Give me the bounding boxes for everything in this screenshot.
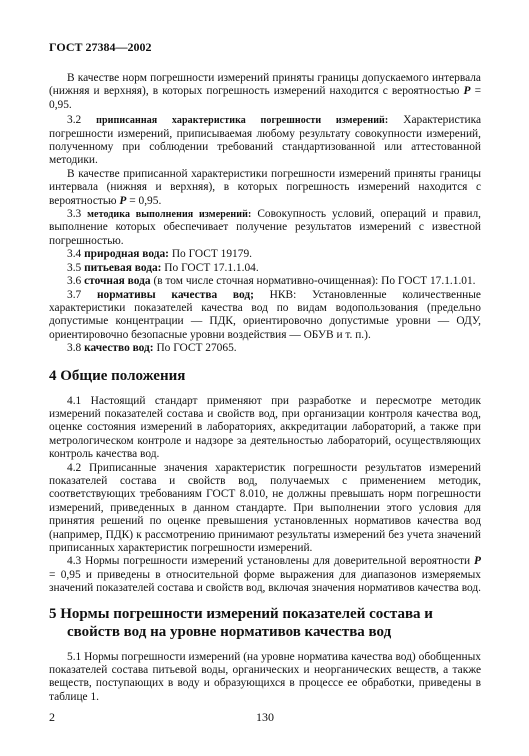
definition-3-6: 3.6 сточная вода (в том числе сточная нормативно-очищенная): По ГОСТ 17.1.1.01. [67,275,476,288]
document-body [49,72,481,704]
definition-term: питьевая вода: [84,261,162,274]
definition-3-2: 3.2 приписанная характеристика погрешности измерений: Характеристика погрешности измерений, приписываемая любому результату совокупности измерений, полученному при соблюдении требований стандартизованной или аттестованной методики. [49,114,482,167]
paragraph-norms-intro: В качестве норм погрешности измерений приняты границы допускаемого интервала (нижняя и верхняя), в которых погрешность измерений находится с вероятностью P = 0,95. [49,72,481,111]
definition-3-8: 3.8 качество вод: По ГОСТ 27065. [67,342,237,355]
paragraph-5-1: 5.1 Нормы погрешности измерений (на уровне норматива качества вод) обобщенных показателей состава питьевой воды, органических и неорганических веществ, а также веществ, поступающих в воду и образующихся в процессе ее обработки, приведены в таблице 1. [49,650,481,703]
definition-term: нормативы качества вод; [96,288,254,301]
definition-term: приписанная характеристика погрешности измерений: [96,115,389,127]
definition-3-5: 3.5 питьевая вода: По ГОСТ 17.1.1.04. [67,261,259,274]
definition-3-4: 3.4 природная вода: По ГОСТ 19179. [67,248,252,261]
document-header: ГОСТ 27384—2002 [49,40,152,54]
paragraph-4-3: 4.3 Нормы погрешности измерений установлены для доверительной вероятности P = 0,95 и приведены в относительной форме выражения для диапазонов измеряемых значений показателей состава и свойств вод, включая значения нормативов качества вод. [49,555,482,595]
definition-3-7: 3.7 нормативы качества вод; НКВ: Установленные количественные характеристики показателей качества вод по видам водопользования (предельно допустимые концентрации — ПДК, ориентировочно допустимые уровни — ОДУ, ориентировочно безопасные уровни воздействия — ОБУВ и т. п.). [49,288,481,341]
paragraph-4-1: 4.1 Настоящий стандарт применяют при разработке и пересмотре методик измерений показателей состава и свойств вод, при организации контроля качества вод, оценке состояния измерений в лабораториях, аккредитации лабораторий, а также при метрологическом контроле и надзоре за деятельностью лабораторий, осуществляющих контроль качества вод. [49,394,481,461]
section-5-heading: 5 Нормы погрешности измерений показателей состава и свойств вод на уровне нормативов качества вод [49,605,433,640]
definition-term: качество вод: [84,342,154,355]
probability-symbol: P [119,194,127,207]
page-number-left: 2 [49,710,55,724]
probability-symbol: P [474,555,481,568]
paragraph-assigned-characteristic: В качестве приписанной характеристики погрешности измерений приняты границы интервала (нижняя и верхняя), в которых погрешность измерений находится с вероятностью P = 0,95. [49,167,481,207]
definition-term: природная вода: [84,248,169,261]
definition-term: методика выполнения измерений: [87,209,252,221]
page-number-center: 130 [256,710,274,724]
section-4-heading: 4 Общие положения [49,367,186,384]
probability-symbol: P [463,85,471,98]
paragraph-4-2: 4.2 Приписанные значения характеристик погрешности результатов измерений показателей состава и свойств вод, получаемых с применением методик, соответствующих требованиям ГОСТ 8.010, не должны превышать норм погрешности измерений, приведенных в данном стандарте. При выполнении этого условия для принятия решений по оценке превышения установленных нормативов качества вод (например, ПДК) к рассмотрению принимают результаты измерений без учета значений приписанных характеристик погрешности измерений. [49,461,481,554]
definition-3-3: 3.3 методика выполнения измерений: Совокупность условий, операций и правил, выполнение которых обеспечивает получение результатов измерений с известной погрешностью. [49,208,481,247]
definition-term: сточная вода [84,275,151,288]
